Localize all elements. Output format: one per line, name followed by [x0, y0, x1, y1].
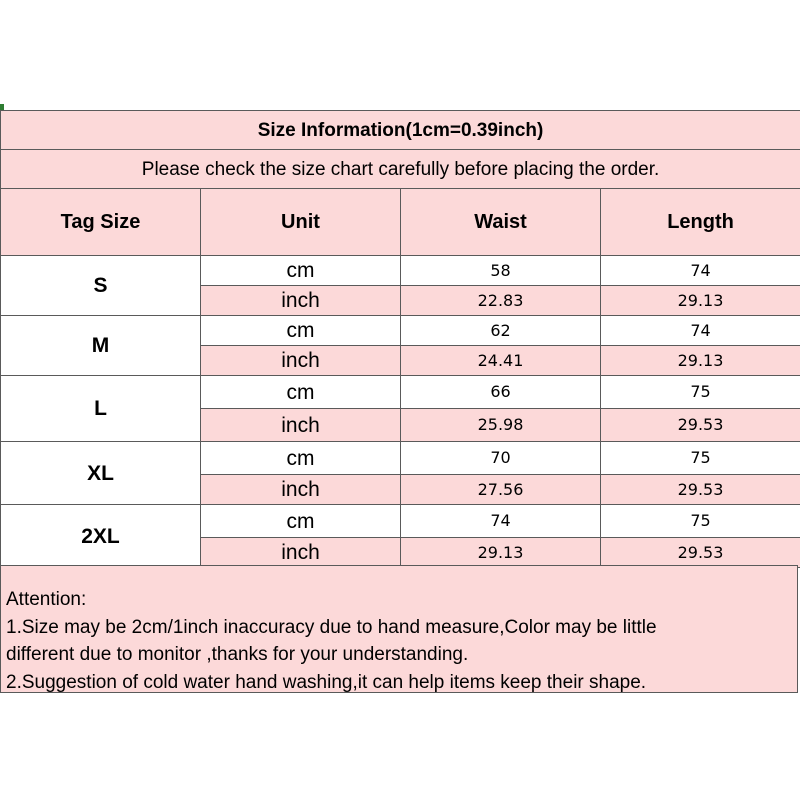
table-row: [1, 376, 800, 409]
unit-cell: inch: [201, 346, 401, 376]
length-cell: 75: [601, 442, 800, 475]
unit-cell: cm: [201, 505, 401, 538]
waist-cell: 22.83: [401, 286, 601, 316]
waist-cell: 66: [401, 376, 601, 409]
waist-cell: 25.98: [401, 409, 601, 442]
length-cell: 75: [601, 505, 800, 538]
waist-cell: 27.56: [401, 475, 601, 505]
attention-notes: [0, 565, 798, 693]
length-cell: 74: [601, 316, 800, 346]
unit-cell: inch: [201, 538, 401, 568]
notes-line-1: 1.Size may be 2cm/1inch inaccuracy due to hand measure,Color may be little: [6, 616, 657, 638]
table-row: [1, 505, 800, 538]
unit-cell: cm: [201, 256, 401, 286]
length-cell: 29.13: [601, 286, 800, 316]
waist-cell: 70: [401, 442, 601, 475]
length-cell: 29.53: [601, 475, 800, 505]
tag-size-cell: L: [1, 376, 201, 442]
header-unit: Unit: [201, 189, 401, 256]
notes-heading: Attention:: [6, 589, 87, 610]
tag-size-cell: S: [1, 256, 201, 316]
waist-cell: 24.41: [401, 346, 601, 376]
table-subtitle: Please check the size chart carefully before placing the order.: [1, 150, 800, 189]
waist-cell: 62: [401, 316, 601, 346]
unit-cell: cm: [201, 316, 401, 346]
header-row: [1, 189, 800, 256]
header-waist: Waist: [401, 189, 601, 256]
table-title: Size Information(1cm=0.39inch): [1, 111, 800, 150]
waist-cell: 74: [401, 505, 601, 538]
header-tag-size: Tag Size: [1, 189, 201, 256]
unit-cell: cm: [201, 442, 401, 475]
size-chart-table: [0, 110, 800, 568]
table-row: [1, 442, 800, 475]
notes-line-3: 2.Suggestion of cold water hand washing,it can help items keep their shape.: [6, 671, 647, 693]
tag-size-cell: M: [1, 316, 201, 376]
length-cell: 29.13: [601, 346, 800, 376]
table-row: [1, 256, 800, 286]
tag-size-cell: 2XL: [1, 505, 201, 568]
unit-cell: inch: [201, 286, 401, 316]
waist-cell: 58: [401, 256, 601, 286]
waist-cell: 29.13: [401, 538, 601, 568]
table-row: [1, 316, 800, 346]
unit-cell: inch: [201, 409, 401, 442]
length-cell: 29.53: [601, 538, 800, 568]
length-cell: 74: [601, 256, 800, 286]
length-cell: 75: [601, 376, 800, 409]
header-length: Length: [601, 189, 800, 256]
unit-cell: cm: [201, 376, 401, 409]
unit-cell: inch: [201, 475, 401, 505]
length-cell: 29.53: [601, 409, 800, 442]
notes-line-2: different due to monitor ,thanks for your understanding.: [6, 644, 469, 665]
tag-size-cell: XL: [1, 442, 201, 505]
